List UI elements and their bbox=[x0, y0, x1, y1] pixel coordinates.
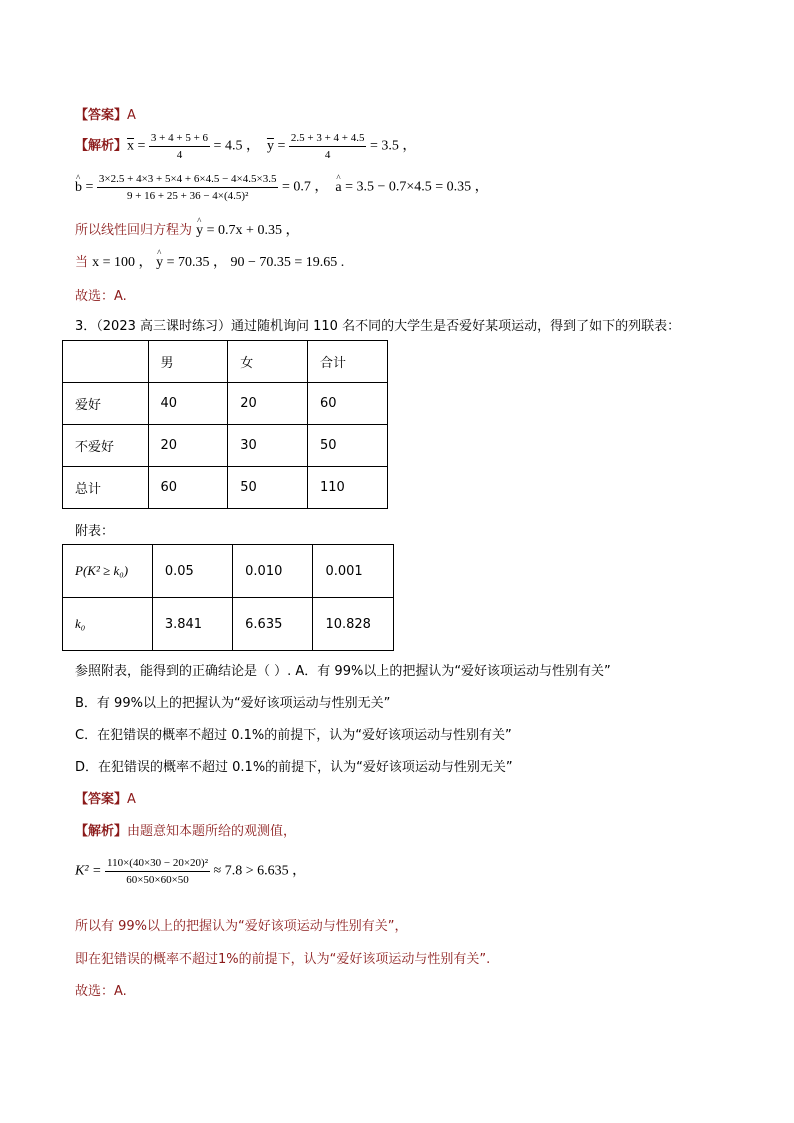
table-cell: 110 bbox=[308, 467, 388, 509]
analysis-line-3 bbox=[75, 219, 299, 239]
table-cell: 6.635 bbox=[233, 598, 313, 651]
analysis-line-1: 【解析】$\overline{x}$ = $\frac{3 + 4 + 5 + 6}{4}$ = 4.5 ， $\overline{y}$ = $\frac{2.5 + 3 + 4 + 4.5}{4}$ = 3.5 ， bbox=[75, 132, 417, 161]
y-bar-denominator: 4 bbox=[324, 149, 331, 161]
table-cell: 40 bbox=[148, 383, 228, 425]
table-cell: 不爱好 bbox=[63, 425, 149, 467]
k-squared-lhs: K² = bbox=[75, 863, 102, 879]
when-equation: x = 100 ， bbox=[92, 255, 153, 270]
table-cell: 50 bbox=[228, 467, 308, 509]
question-3-stem: 3．（2023 高三课时练习）通过随机询问 110 名不同的大学生是否爱好某项运动，得到了如下的列联表： bbox=[75, 319, 681, 334]
analysis-line-4 bbox=[75, 251, 344, 271]
conclusion-line-1: 所以有 99%以上的把握认为“爱好该项运动与性别有关”， bbox=[75, 919, 408, 934]
answer-line-1 bbox=[75, 104, 136, 123]
choice-line-1: 故选：A. bbox=[75, 289, 127, 304]
table-row bbox=[63, 467, 388, 509]
k-squared-numerator: 110×(40×30 − 20×20)² bbox=[105, 856, 210, 872]
table-cell: 合计 bbox=[308, 341, 388, 383]
x-bar-numerator: 3 + 4 + 5 + 6 bbox=[149, 131, 210, 147]
table-cell: 0.010 bbox=[233, 545, 313, 598]
y-hat-symbol-2: ^ y bbox=[156, 255, 163, 271]
table-header-row bbox=[63, 341, 388, 383]
regression-equation: = 0.7x + 0.35 ， bbox=[206, 223, 300, 238]
table-cell: 50 bbox=[308, 425, 388, 467]
table-cell: 0.001 bbox=[313, 545, 394, 598]
a-hat-symbol: ^ a bbox=[335, 180, 341, 196]
answer-value: A bbox=[127, 792, 136, 807]
analysis-line-2: ^ b = $\frac{3\times 2.5 + 4\times 3 + 5\times 4 + 6\times 4.5 - 4\times 4.5\times 3.5}{\text{9 + 16 + 25 + 36 − 4×(4.5)²}}$ = 0.7 ， ^ a = 3.5 − 0.7×4.5 = 0.35 ， bbox=[75, 172, 489, 203]
analysis-label: 【解析】 bbox=[75, 824, 128, 839]
table-cell: 女 bbox=[228, 341, 308, 383]
table-cell: 60 bbox=[308, 383, 388, 425]
k-squared-result: ≈ 7.8 > 6.635 ， bbox=[213, 863, 307, 879]
when-equation-2: = 70.35 ， 90 − 70.35 = 19.65 . bbox=[166, 255, 345, 270]
table-cell: 男 bbox=[148, 341, 228, 383]
option-b: B．有 99%以上的把握认为“爱好该项运动与性别无关” bbox=[75, 696, 391, 711]
table-cell: 20 bbox=[148, 425, 228, 467]
option-a: 参照附表，能得到的正确结论是（ ）. A．有 99%以上的把握认为“爱好该项运动与性别有关” bbox=[75, 664, 611, 679]
table-cell: 30 bbox=[228, 425, 308, 467]
table-cell: 0.05 bbox=[152, 545, 232, 598]
table-cell: P(K² ≥ k₀) bbox=[63, 545, 153, 598]
analysis-3-intro: 由题意知本题所给的观测值， bbox=[127, 824, 297, 839]
y-hat-symbol: ^ y bbox=[196, 223, 203, 239]
analysis-3-line-1 bbox=[75, 820, 296, 839]
b-hat-fraction bbox=[97, 172, 279, 203]
x-bar-symbol: $\overline{x}$ bbox=[127, 138, 135, 154]
x-bar-denominator: 4 bbox=[176, 149, 183, 161]
b-hat-numerator: 3×2.5 + 4×3 + 5×4 + 6×4.5 − 4×4.5×3.5 bbox=[97, 172, 279, 188]
k-squared-denominator: 60×50×60×50 bbox=[126, 874, 189, 886]
answer-label: 【答案】 bbox=[75, 792, 128, 807]
k-squared-formula bbox=[75, 856, 306, 887]
table-row bbox=[63, 598, 394, 651]
answer-value: A bbox=[127, 108, 136, 123]
table-cell: 60 bbox=[148, 467, 228, 509]
table-cell: 总计 bbox=[63, 467, 149, 509]
regression-text: 所以线性回归方程为 bbox=[75, 223, 193, 238]
when-text: 当 bbox=[75, 255, 89, 270]
table-cell: 10.828 bbox=[313, 598, 394, 651]
choice-line-3: 故选：A. bbox=[75, 984, 127, 999]
table-cell bbox=[63, 341, 149, 383]
table-cell: k₀ bbox=[63, 598, 153, 651]
b-hat-symbol: ^ b bbox=[75, 180, 82, 196]
b-hat-result: = 0.7 ， bbox=[281, 179, 329, 195]
answer-label: 【答案】 bbox=[75, 108, 128, 123]
appendix-table bbox=[62, 544, 394, 651]
b-hat-denominator: 9 + 16 + 25 + 36 − 4×(4.5)² bbox=[126, 190, 249, 202]
table-row bbox=[63, 383, 388, 425]
x-bar-fraction bbox=[149, 131, 210, 162]
option-d: D．在犯错误的概率不超过 0.1%的前提下，认为“爱好该项运动与性别无关” bbox=[75, 760, 513, 775]
table-cell: 20 bbox=[228, 383, 308, 425]
x-bar-result: = 4.5 ， bbox=[213, 138, 260, 154]
table-cell: 3.841 bbox=[152, 598, 232, 651]
y-bar-numerator: 2.5 + 3 + 4 + 4.5 bbox=[289, 131, 367, 147]
table-row bbox=[63, 545, 394, 598]
k-squared-fraction bbox=[105, 856, 210, 887]
contingency-table bbox=[62, 340, 388, 509]
option-c: C．在犯错误的概率不超过 0.1%的前提下，认为“爱好该项运动与性别有关” bbox=[75, 728, 512, 743]
table-row bbox=[63, 425, 388, 467]
answer-line-3 bbox=[75, 788, 136, 807]
a-hat-result: = 3.5 − 0.7×4.5 = 0.35 ， bbox=[345, 179, 489, 195]
appendix-label: 附表： bbox=[75, 524, 115, 539]
table-cell: 爱好 bbox=[63, 383, 149, 425]
y-bar-symbol: $\overline{y}$ bbox=[266, 138, 274, 154]
y-bar-fraction bbox=[289, 131, 367, 162]
analysis-label: 【解析】 bbox=[75, 138, 128, 154]
conclusion-line-2: 即在犯错误的概率不超过1%的前提下，认为“爱好该项运动与性别有关”. bbox=[75, 952, 491, 967]
y-bar-result: = 3.5 ， bbox=[369, 138, 417, 154]
